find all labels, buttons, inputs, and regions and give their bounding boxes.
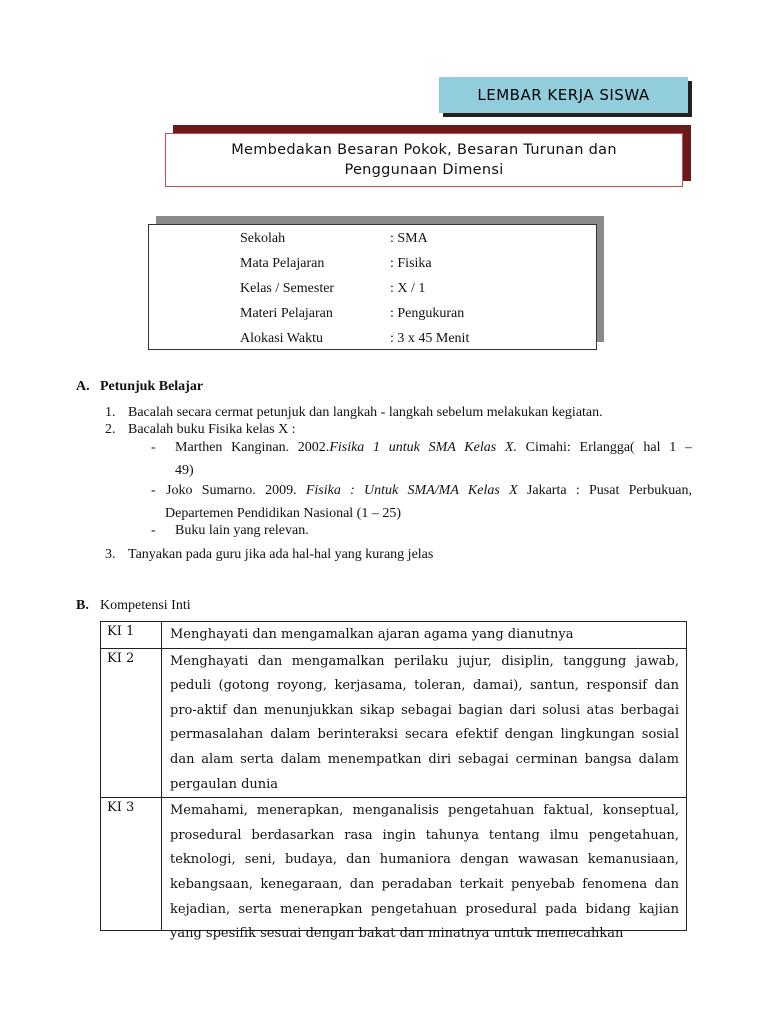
reference-2-author: Joko Sumarno. 2009. — [166, 483, 297, 498]
list-number: 1. — [105, 405, 116, 420]
section-a-marker: A. — [76, 379, 90, 394]
table-cell-text: Menghayati dan mengamalkan ajaran agama yang dianutnya — [162, 622, 687, 649]
list-number: 3. — [105, 547, 116, 562]
info-box — [148, 224, 597, 350]
instruction-1: Bacalah secara cermat petunjuk dan langkah - langkah sebelum melakukan kegiatan. — [128, 405, 603, 420]
competency-table — [100, 621, 687, 942]
bullet-dash: - — [151, 483, 156, 498]
table-cell-wrapper — [162, 798, 687, 942]
worksheet-header — [439, 77, 688, 113]
reference-1-book-title: Fisika 1 untuk SMA Kelas X. — [329, 440, 517, 455]
table-cell-code: KI 3 — [101, 798, 162, 931]
info-key: Alokasi Waktu — [240, 331, 323, 346]
info-key: Sekolah — [240, 231, 286, 246]
bullet-dash: - — [151, 440, 156, 455]
info-key: Kelas / Semester — [240, 281, 335, 296]
info-row-materi — [240, 304, 464, 324]
table-cell-text: Menghayati dan mengamalkan perilaku jujur, disiplin, tanggung jawab, peduli (gotong royong, kerjasama, toleran, damai), santun, responsif dan pro-aktif dan menunjukkan sikap sebagai bagian dari solusi atas berbagai permasalahan dalam berinteraksi secara efektif dengan lingkungan sosial dan alam serta dalam menempatkan diri sebagai cerminan bangsa dalam pergaulan dunia — [162, 648, 687, 798]
worksheet-header-label: LEMBAR KERJA SISWA — [477, 86, 650, 104]
reference-2-book-title: Fisika : Untuk SMA/MA Kelas X — [296, 483, 518, 498]
table-cell-text: Memahami, menerapkan, menganalisis pengetahuan faktual, konseptual, prosedural berdasarkan rasa ingin tahunya tentang ilmu pengetahuan, teknologi, seni, budaya, dan humaniora dengan wawasan kemanusiaan, kebangsaan, kenegaraan, dan peradaban terkait penyebab fenomena dan kejadian, serta menerapkan pengetahuan prosedural pada bidang kajian yang spesifik sesuai dengan bakat dan minatnya untuk memecahkan — [170, 803, 679, 942]
info-row-sekolah — [240, 229, 428, 249]
info-row-alokasi — [240, 329, 469, 349]
info-value: : 3 x 45 Menit — [390, 331, 470, 346]
reference-1-line-1 — [175, 438, 692, 458]
worksheet-title — [165, 133, 683, 187]
reference-1-line-2: 49) — [175, 463, 194, 478]
table-row — [101, 798, 687, 931]
instruction-3: Tanyakan pada guru jika ada hal-hal yang kurang jelas — [128, 547, 434, 562]
info-row-kelas-semester — [240, 279, 425, 299]
list-number: 2. — [105, 422, 116, 437]
reference-2-publisher: Jakarta : Pusat Perbukuan, — [517, 483, 692, 498]
bullet-dash: - — [151, 523, 156, 538]
section-a-heading: Petunjuk Belajar — [100, 379, 204, 394]
section-b-heading: Kompetensi Inti — [100, 598, 191, 613]
instruction-2: Bacalah buku Fisika kelas X : — [128, 422, 296, 437]
reference-2-line-1 — [166, 481, 692, 501]
info-value: : Pengukuran — [390, 306, 465, 321]
reference-1-author: Marthen Kanginan. 2002. — [175, 440, 330, 455]
info-key: Mata Pelajaran — [240, 256, 325, 271]
reference-3: Buku lain yang relevan. — [175, 523, 309, 538]
table-cell-code: KI 2 — [101, 648, 162, 798]
info-value: : SMA — [390, 231, 428, 246]
info-value: : Fisika — [390, 256, 432, 271]
info-row-mata-pelajaran — [240, 254, 432, 274]
table-row — [101, 648, 687, 798]
reference-1-publisher: Cimahi: Erlangga( hal 1 – — [516, 440, 692, 455]
reference-2-line-2: Departemen Pendidikan Nasional (1 – 25) — [165, 506, 401, 521]
table-cell-code: KI 1 — [101, 622, 162, 649]
table-row — [101, 622, 687, 649]
section-b-marker: B. — [76, 598, 89, 613]
title-line-2: Penggunaan Dimensi — [344, 162, 504, 178]
info-key: Materi Pelajaran — [240, 306, 333, 321]
title-line-1: Membedakan Besaran Pokok, Besaran Turunan dan — [231, 142, 617, 158]
info-value: : X / 1 — [390, 281, 426, 296]
